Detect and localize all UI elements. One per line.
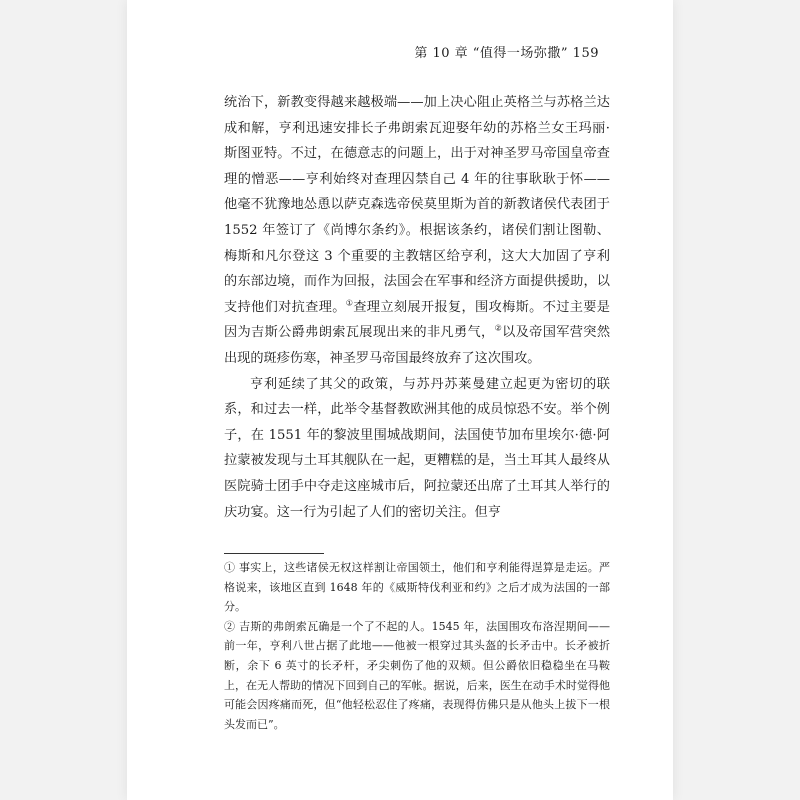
paragraph-1-text-after: 以及帝国军营突然出现的斑疹伤寒，神圣罗马帝国最终放弃了这次围攻。 bbox=[224, 325, 611, 366]
running-head: 第 10 章 “值得一场弥撒” 159 bbox=[414, 46, 599, 61]
footnotes bbox=[224, 558, 610, 734]
footnote-ref-1[interactable]: ① bbox=[345, 298, 354, 308]
footnote-divider bbox=[224, 553, 324, 554]
paragraph-2: 亨利延续了其父的政策，与苏丹苏莱曼建立起更为密切的联系，和过去一样，此举令基督教欧洲其他的成员惊恐不安。举个例子，在 1551 年的黎波里围城战期间，法国使节加布里埃尔·德·阿拉蒙被发现与土耳其舰队在一起，更糟糕的是，当土耳其人最终从医院骑士团手中夺走这座城市后，阿拉蒙还出席了土耳其人举行的庆功宴。这一行为引起了人们的密切关注。但亨 bbox=[224, 376, 610, 520]
paragraph-1-text-middle: 查理立刻展开报复，围攻梅斯。不过主要是因为吉斯公爵弗朗索瓦展现出来的非凡勇气， bbox=[224, 299, 610, 341]
body-text bbox=[224, 90, 610, 525]
footnote-2: ② 吉斯的弗朗索瓦确是一个了不起的人。1545 年，法国围攻布洛涅期间——前一年，亨利八世占据了此地——他被一根穿过其头盔的长矛击中。长矛被折断，余下 6 英寸的长矛杆，矛尖刺伤了他的双颊。但公爵依旧稳稳坐在马鞍上，在无人帮助的情况下回到自己的军帐。据说，后来，医生在动手术时觉得他可能会因疼痛而死，但“他轻松忍住了疼痛，表现得仿佛只是从他头上拔下一根头发而已”。 bbox=[224, 619, 610, 731]
footnote-ref-2[interactable]: ② bbox=[494, 323, 503, 333]
book-page bbox=[127, 0, 673, 800]
footnote-1: ① 事实上，这些诸侯无权这样割让帝国领土，他们和亨利能得逞算是走运。严格说来，该地区直到 1648 年的《威斯特伐利亚和约》之后才成为法国的一部分。 bbox=[224, 561, 610, 614]
paragraph-1-text-before: 统治下，新教变得越来越极端——加上决心阻止英格兰与苏格兰达成和解，亨利迅速安排长子弗朗索瓦迎娶年幼的苏格兰女王玛丽·斯图亚特。不过，在德意志的问题上，出于对神圣罗马帝国皇帝查理的憎恶——亨利始终对查理囚禁自己 4 年的往事耿耿于怀——他毫不犹豫地怂恿以萨克森选帝侯莫里斯为首的新教诸侯代表团于 1552 年签订了《尚博尔条约》。根据该条约，诸侯们割让图勒、梅斯和凡尔登这 3 个重要的主教辖区给亨利，这大大加固了亨利的东部边境，而作为回报，法国会在军事和经济方面提供援助，以支持他们对抗查理。 bbox=[224, 95, 610, 315]
paragraph-1 bbox=[224, 90, 610, 372]
